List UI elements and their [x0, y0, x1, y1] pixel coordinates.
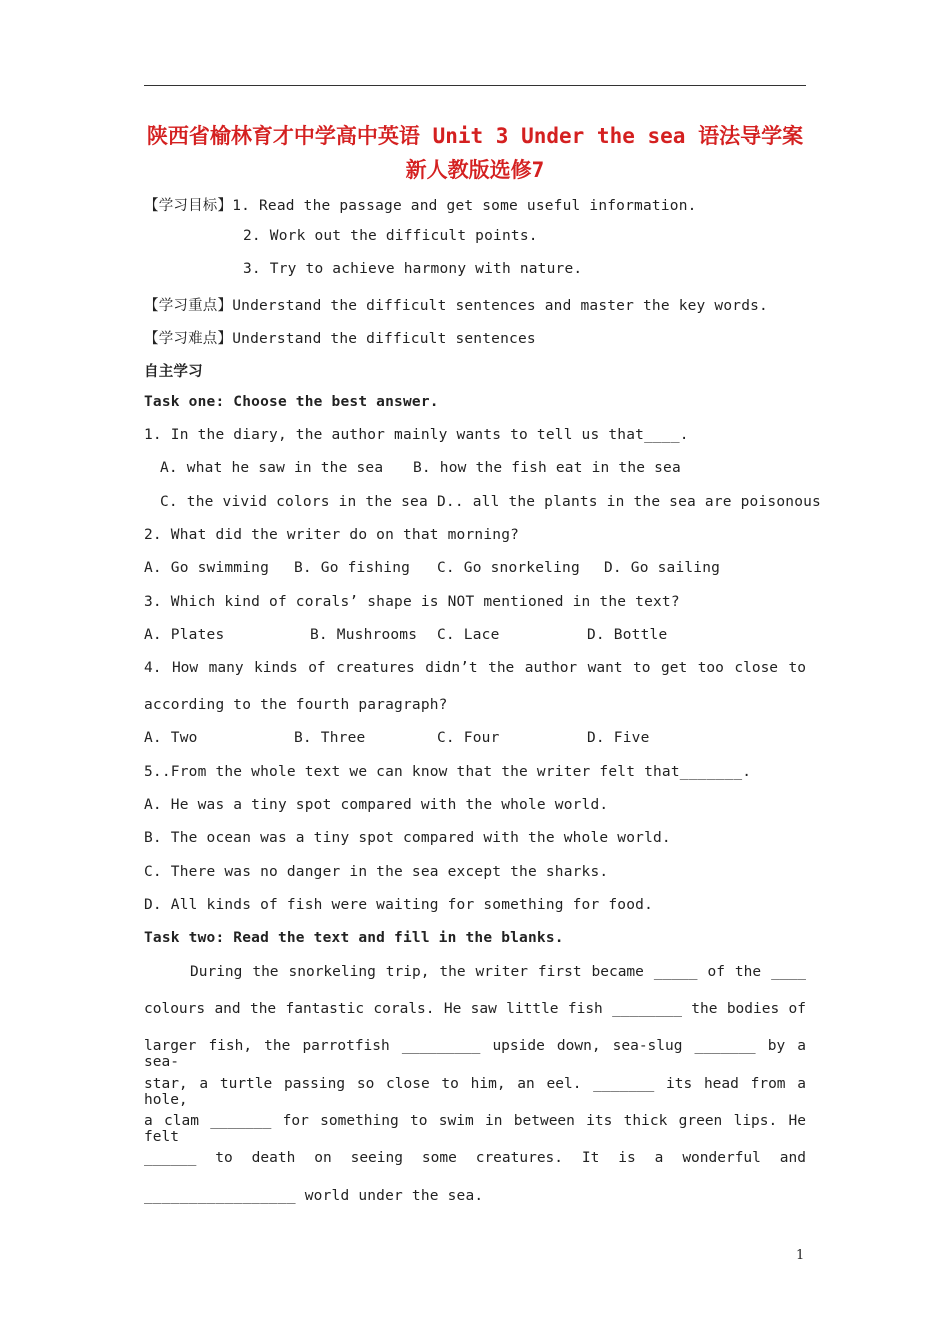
objective-item-2: 2. Work out the difficult points.	[243, 228, 538, 244]
q4-stem-line-2: according to the fourth paragraph?	[144, 697, 448, 713]
task2-line-7: _________________ world under the sea.	[144, 1188, 484, 1204]
objectives-row	[144, 194, 697, 215]
top-rule	[144, 85, 806, 86]
q5-option-c: C. There was no danger in the sea except the sharks.	[144, 864, 609, 880]
task2-line-4: star, a turtle passing so close to him, an eel. _______ its head from a hole,	[144, 1076, 806, 1108]
q4-option-b: B. Three	[294, 730, 366, 746]
key-points-label: 【学习重点】	[144, 298, 233, 314]
objective-item-3: 3. Try to achieve harmony with nature.	[243, 261, 583, 277]
task2-line-3: larger fish, the parrotfish _________ upside down, sea-slug _______ by a sea-	[144, 1038, 806, 1070]
q5-option-a: A. He was a tiny spot compared with the whole world.	[144, 797, 609, 813]
q2-option-c: C. Go snorkeling	[437, 560, 580, 576]
difficulties-label: 【学习难点】	[144, 331, 233, 347]
q4-stem-line-1: 4. How many kinds of creatures didn’t the author want to get too close to	[144, 660, 806, 676]
q1-option-d: D.. all the plants in the sea are poisonous	[437, 494, 821, 510]
q3-stem: 3. Which kind of corals’ shape is NOT mentioned in the text?	[144, 594, 680, 610]
q1-stem: 1. In the diary, the author mainly wants to tell us that____.	[144, 427, 689, 443]
title-line-1: 陕西省榆林育才中学高中英语 Unit 3 Under the sea 语法导学案	[146, 124, 804, 148]
difficulties-text: Understand the difficult sentences	[232, 331, 536, 347]
q2-option-b: B. Go fishing	[294, 560, 411, 576]
section-heading: 自主学习	[144, 364, 203, 380]
q4-option-c: C. Four	[437, 730, 500, 746]
q3-option-b: B. Mushrooms	[310, 627, 418, 643]
q5-option-d: D. All kinds of fish were waiting for something for food.	[144, 897, 653, 913]
q2-option-d: D. Go sailing	[604, 560, 721, 576]
q3-option-c: C. Lace	[437, 627, 500, 643]
page-number: 1	[796, 1248, 805, 1263]
task1-heading: Task one: Choose the best answer.	[144, 394, 439, 410]
task2-line-5: a clam _______ for something to swim in between its thick green lips. He felt	[144, 1113, 806, 1145]
objectives-label: 【学习目标】	[144, 198, 233, 214]
q1-option-a: A. what he saw in the sea	[160, 460, 384, 476]
q3-option-d: D. Bottle	[587, 627, 668, 643]
task2-line-1: During the snorkeling trip, the writer first became _____ of the ____	[190, 964, 806, 980]
task2-heading: Task two: Read the text and fill in the blanks.	[144, 930, 564, 946]
q5-stem: 5..From the whole text we can know that the writer felt that_______.	[144, 764, 752, 780]
q1-option-c: C. the vivid colors in the sea	[160, 494, 428, 510]
q2-option-a: A. Go swimming	[144, 560, 270, 576]
key-points-text: Understand the difficult sentences and master the key words.	[232, 298, 768, 314]
q1-option-b: B. how the fish eat in the sea	[413, 460, 681, 476]
key-points-row	[144, 294, 768, 315]
title-line-2: 新人教版选修7	[405, 158, 545, 182]
task2-line-2: colours and the fantastic corals. He saw little fish ________ the bodies of	[144, 1001, 806, 1017]
task2-line-6: ______ to death on seeing some creatures. It is a wonderful and	[144, 1150, 806, 1166]
q4-option-d: D. Five	[587, 730, 650, 746]
q5-option-b: B. The ocean was a tiny spot compared with the whole world.	[144, 830, 671, 846]
difficulties-row	[144, 327, 536, 348]
q2-stem: 2. What did the writer do on that morning?	[144, 527, 520, 543]
q4-option-a: A. Two	[144, 730, 198, 746]
q3-option-a: A. Plates	[144, 627, 225, 643]
objective-item-1: 1. Read the passage and get some useful information.	[232, 198, 697, 214]
